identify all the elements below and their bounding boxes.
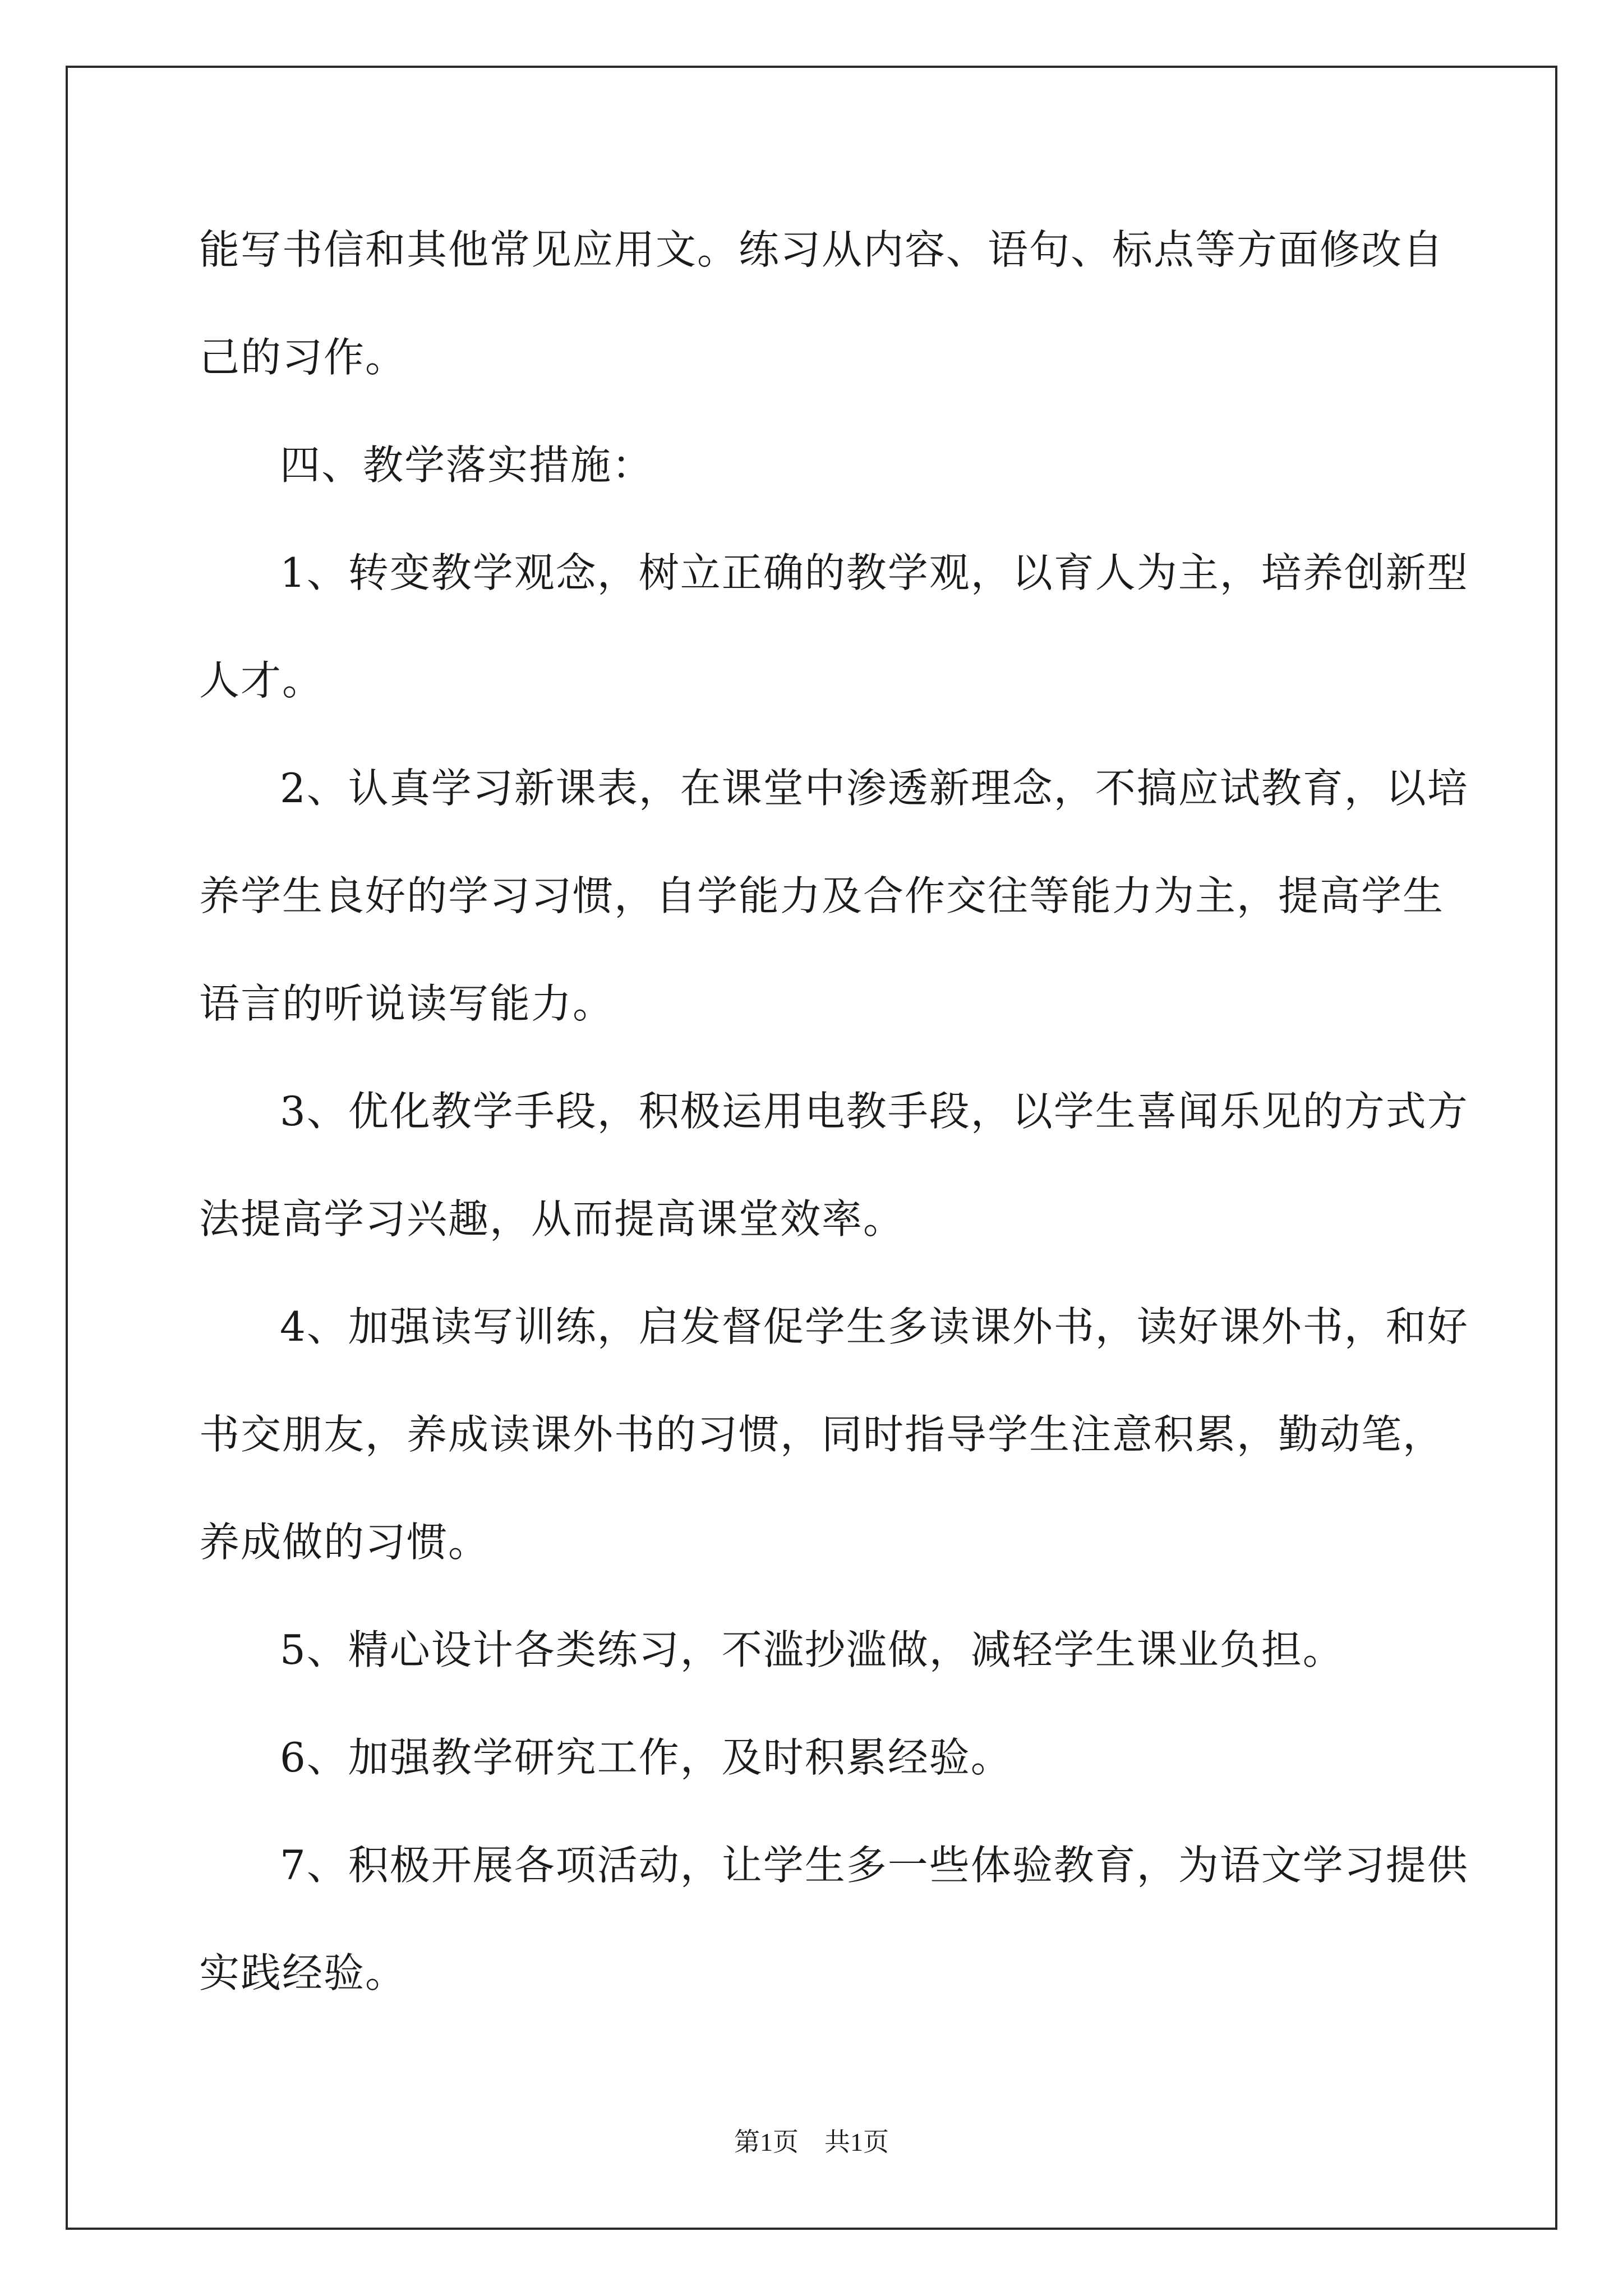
text-line: 2、认真学习新课表，在课堂中渗透新理念，不搞应试教育，以培 xyxy=(280,765,1469,812)
paragraph xyxy=(199,1832,1469,2047)
text-line: 养学生良好的学习习惯，自学能力及合作交往等能力为主，提高学生 xyxy=(199,872,1445,919)
document-body xyxy=(199,216,1469,2047)
text-line: 人才。 xyxy=(199,657,324,704)
paragraph xyxy=(199,754,1469,1078)
page-footer: 第1页 共1页 xyxy=(734,2128,889,2156)
paragraph xyxy=(199,539,1469,754)
text-line: 养成做的习惯。 xyxy=(199,1519,490,1566)
text-line: 实践经验。 xyxy=(199,1949,407,1996)
paragraph xyxy=(199,1293,1469,1616)
text-line: 语言的听说读写能力。 xyxy=(199,980,615,1027)
text-line: 1、转变教学观念，树立正确的教学观，以育人为主，培养创新型 xyxy=(280,549,1469,596)
paragraph xyxy=(199,1616,1444,1724)
text-line: 3、优化教学手段，积极运用电教手段，以学生喜闻乐见的方式方 xyxy=(280,1088,1469,1135)
text-line: 能写书信和其他常见应用文。练习从内容、语句、标点等方面修改自 xyxy=(199,226,1445,273)
paragraph xyxy=(199,431,1444,539)
text-line: 4、加强读写训练，启发督促学生多读课外书，读好课外书，和好 xyxy=(280,1303,1469,1350)
text-line: 四、教学落实措施： xyxy=(280,441,654,489)
text-line: 6、加强教学研究工作，及时积累经验。 xyxy=(280,1734,1012,1781)
text-line: 5、精心设计各类练习，不滥抄滥做，减轻学生课业负担。 xyxy=(280,1626,1344,1673)
text-line: 7、积极开展各项活动，让学生多一些体验教育，为语文学习提供 xyxy=(280,1842,1469,1889)
paragraph xyxy=(199,1724,1444,1832)
paragraph xyxy=(199,216,1444,431)
paragraph xyxy=(199,1078,1469,1293)
text-line: 法提高学习兴趣，从而提高课堂效率。 xyxy=(199,1195,905,1243)
text-line: 书交朋友，养成读课外书的习惯，同时指导学生注意积累，勤动笔， xyxy=(199,1411,1445,1458)
text-line: 己的习作。 xyxy=(199,334,407,381)
